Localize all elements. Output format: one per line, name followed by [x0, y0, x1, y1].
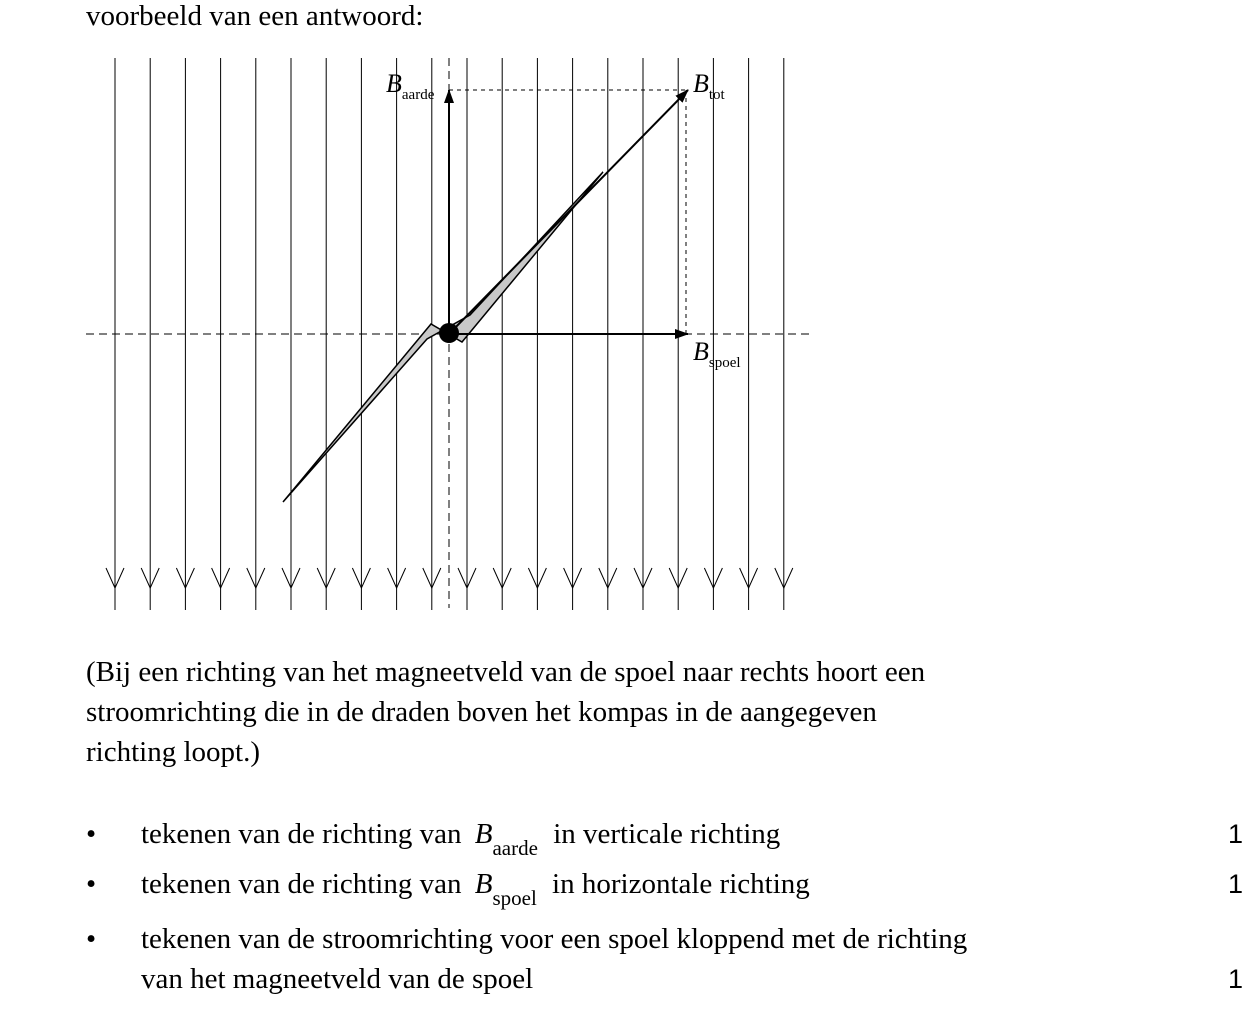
explanation-line: (Bij een richting van het magneetveld van de spoel naar rechts hoort een — [86, 656, 926, 688]
explanation-text — [86, 652, 1166, 772]
criterion-text: tekenen van de richting van $B_{spoel}$ in horizontale richting — [141, 868, 810, 910]
criterion-text-line2: van het magneetveld van de spoel — [141, 963, 534, 995]
b-tot-vector — [449, 90, 688, 334]
intro-text: voorbeeld van een antwoord: — [86, 0, 424, 32]
bullet: • — [86, 868, 97, 900]
criterion-text: tekenen van de richting van $B_{aarde}$ in verticale richting — [141, 818, 781, 860]
bullet: • — [86, 923, 97, 955]
score: 1 — [1227, 869, 1243, 899]
b-aarde-label: Baarde — [386, 69, 435, 103]
explanation-line: richting loopt.) — [86, 736, 260, 768]
b-spoel-label: Bspoel — [693, 337, 741, 371]
b-tot-label: Btot — [693, 69, 725, 103]
criterion-text-line1: tekenen van de stroomrichting voor een spoel kloppend met de richting — [141, 923, 968, 955]
explanation-line: stroomrichting die in de draden boven het kompas in de aangegeven — [86, 696, 877, 728]
score: 1 — [1227, 819, 1243, 849]
bullet: • — [86, 818, 97, 850]
score: 1 — [1227, 964, 1243, 994]
compass-pivot — [439, 323, 459, 343]
